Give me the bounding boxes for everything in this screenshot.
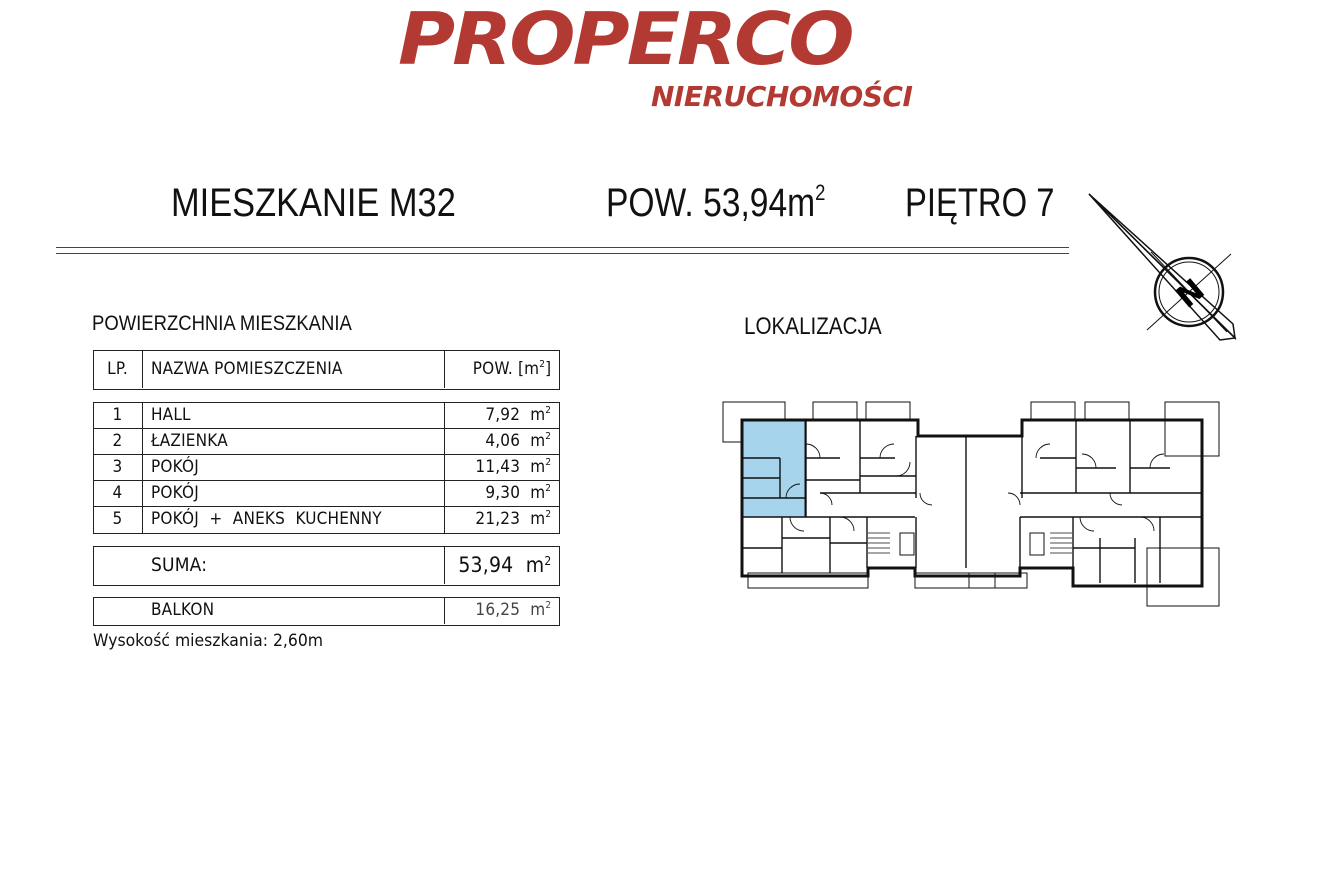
table-row bbox=[94, 455, 559, 481]
table-header-row bbox=[94, 351, 559, 388]
room-lp: 5 bbox=[94, 507, 143, 533]
table-row bbox=[94, 429, 559, 455]
apartment-area-unit-exp: 2 bbox=[815, 180, 826, 205]
area-section-title: POWIERZCHNIA MIESZKANIA bbox=[92, 312, 352, 335]
apartment-area-value: POW. 53,94m bbox=[606, 181, 816, 225]
floor-label: PIĘTRO 7 bbox=[905, 181, 1055, 225]
balcony-row bbox=[94, 598, 559, 624]
balcony-area: 16,25 $m^2$ bbox=[475, 600, 551, 620]
room-name: ŁAZIENKA bbox=[143, 429, 445, 454]
room-area: 11,43 $m^2$ bbox=[475, 457, 551, 477]
compass-letter: N bbox=[1169, 272, 1212, 316]
brand-tagline: NIERUCHOMOŚCI bbox=[651, 80, 913, 113]
rooms-table-header bbox=[93, 350, 560, 390]
apartment-highlight bbox=[743, 421, 805, 517]
table-row bbox=[94, 403, 559, 429]
column-header-area: POW. $[m^2]$ bbox=[472, 359, 551, 379]
room-area: 21,23 $m^2$ bbox=[475, 509, 551, 529]
sum-label: SUMA: bbox=[143, 547, 445, 584]
apartment-height-note: Wysokość mieszkania: 2,60m bbox=[93, 631, 324, 651]
table-row bbox=[94, 481, 559, 507]
apartment-area bbox=[606, 178, 825, 228]
room-lp: 1 bbox=[94, 403, 143, 428]
rooms-table bbox=[93, 402, 560, 534]
building-floor-plan bbox=[720, 398, 1225, 613]
balcony-table bbox=[93, 597, 560, 626]
column-header-name: NAZWA POMIESZCZENIA bbox=[143, 351, 445, 388]
apartment-title: MIESZKANIE M32 bbox=[171, 181, 456, 225]
room-lp: 4 bbox=[94, 481, 143, 506]
room-lp: 3 bbox=[94, 455, 143, 480]
room-area: 4,06 $m^2$ bbox=[485, 431, 551, 451]
room-name: POKÓJ bbox=[143, 455, 445, 480]
room-area: 7,92 $m^2$ bbox=[485, 405, 551, 425]
room-name: HALL bbox=[143, 403, 445, 428]
sum-table bbox=[93, 546, 560, 586]
table-row bbox=[94, 507, 559, 533]
room-name: POKÓJ + ANEKS KUCHENNY bbox=[143, 507, 445, 533]
location-title: LOKALIZACJA bbox=[744, 313, 882, 340]
column-header-lp: LP. bbox=[94, 351, 143, 388]
room-lp: 2 bbox=[94, 429, 143, 454]
north-compass-icon bbox=[1085, 190, 1245, 350]
header-divider-bottom bbox=[56, 253, 1069, 254]
room-name: POKÓJ bbox=[143, 481, 445, 506]
sum-row bbox=[94, 547, 559, 584]
balcony-label: BALKON bbox=[143, 598, 445, 624]
room-area: 9,30 $m^2$ bbox=[485, 483, 551, 503]
header-divider-top bbox=[56, 247, 1069, 248]
sum-area: 53,94 $m^2$ bbox=[457, 553, 551, 577]
brand-logo: PROPERCO bbox=[398, 0, 852, 82]
